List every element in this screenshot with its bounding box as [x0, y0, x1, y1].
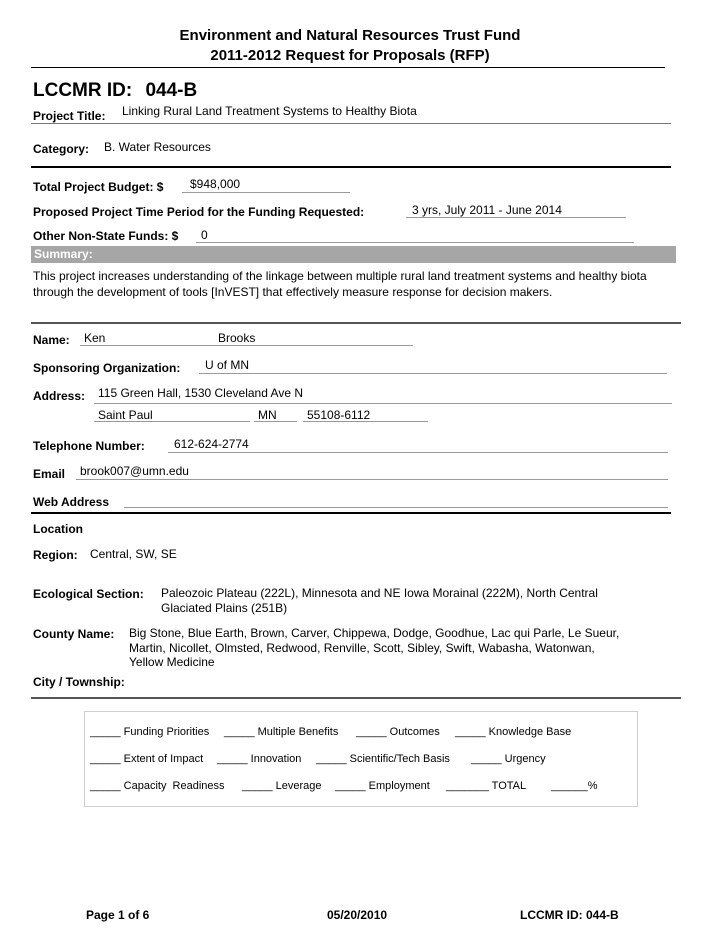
county-line-3: Yellow Medicine: [129, 655, 215, 669]
web-address-underline: [124, 507, 668, 508]
ecological-section-line-1: Paleozoic Plateau (222L), Minnesota and NE Iowa Morainal (222M), North Central: [161, 586, 598, 600]
project-title-label: Project Title:: [33, 109, 106, 123]
city-underline: [94, 421, 250, 422]
county-line-1: Big Stone, Blue Earth, Brown, Carver, Chippewa, Dodge, Goodhue, Lac qui Parle, Le Sueur,: [129, 626, 620, 640]
non-state-funds-label: Other Non-State Funds: $: [33, 229, 179, 243]
sponsoring-org-underline: [199, 373, 667, 374]
non-state-funds-value: 0: [201, 228, 208, 242]
first-name-value: Ken: [84, 331, 106, 345]
location-heading: Location: [33, 522, 83, 536]
lccmr-id-label: LCCMR ID:: [33, 80, 133, 101]
score-outcomes: _____ Outcomes: [356, 726, 440, 738]
lccmr-id-heading: [33, 80, 197, 102]
score-percent: ______%: [551, 780, 598, 792]
web-address-label: Web Address: [33, 495, 110, 509]
divider: [31, 322, 681, 324]
time-period-value: 3 yrs, July 2011 - June 2014: [412, 203, 562, 217]
score-funding-priorities: _____ Funding Priorities: [90, 726, 210, 738]
summary-label: Summary:: [34, 247, 93, 261]
time-period-label: Proposed Project Time Period for the Funding Requested:: [33, 205, 365, 219]
ecological-section-label: Ecological Section:: [33, 587, 144, 601]
total-budget-label: Total Project Budget: $: [33, 180, 164, 194]
score-innovation: _____ Innovation: [217, 753, 302, 765]
sponsoring-org-label: Sponsoring Organization:: [33, 361, 181, 375]
score-capacity-readiness: _____ Capacity Readiness: [90, 780, 225, 792]
email-label: Email: [33, 467, 66, 481]
divider: [31, 123, 671, 124]
divider: [31, 166, 671, 168]
telephone-value: 612-624-2774: [174, 437, 249, 451]
score-scientific-tech-basis: _____ Scientific/Tech Basis: [316, 753, 450, 765]
footer-lccmr-id: LCCMR ID: 044-B: [520, 908, 619, 922]
footer-date: 05/20/2010: [327, 908, 388, 922]
non-state-funds-underline: [196, 242, 634, 243]
street-underline: [94, 403, 672, 404]
score-knowledge-base: _____ Knowledge Base: [455, 726, 572, 738]
state-value: MN: [258, 408, 277, 422]
zip-underline: [303, 421, 428, 422]
address-label: Address:: [33, 389, 86, 403]
street-value: 115 Green Hall, 1530 Cleveland Ave N: [98, 386, 304, 400]
county-name-label: County Name:: [33, 627, 115, 641]
summary-bar: [31, 246, 676, 263]
email-underline: [76, 479, 668, 480]
divider: [31, 697, 681, 699]
lccmr-id-value: 044-B: [145, 80, 198, 101]
telephone-underline: [168, 452, 668, 453]
region-label: Region:: [33, 548, 78, 562]
header-line-2: 2011-2012 Request for Proposals (RFP): [210, 47, 490, 64]
project-title-value: Linking Rural Land Treatment Systems to Healthy Biota: [122, 104, 417, 118]
zip-value: 55108-6112: [307, 408, 371, 422]
category-value: B. Water Resources: [104, 140, 211, 154]
divider: [31, 512, 671, 514]
city-value: Saint Paul: [98, 408, 153, 422]
score-urgency: _____ Urgency: [471, 753, 546, 765]
score-extent-of-impact: _____ Extent of Impact: [90, 753, 204, 765]
name-underline: [80, 345, 413, 346]
sponsoring-org-value: U of MN: [205, 358, 250, 372]
ecological-section-line-2: Glaciated Plains (251B): [161, 601, 288, 615]
score-leverage: _____ Leverage: [242, 780, 322, 792]
time-period-underline: [406, 217, 626, 218]
email-value: brook007@umn.edu: [80, 464, 189, 478]
county-line-2: Martin, Nicollet, Olmsted, Redwood, Renville, Scott, Sibley, Swift, Wabasha, Watonwan,: [129, 641, 595, 655]
footer-page-number: Page 1 of 6: [86, 908, 150, 922]
name-label: Name:: [33, 333, 70, 347]
summary-text: This project increases understanding of the linkage between multiple rural land treatment systems and healthy biota through the development of tools [InVEST] that effectively measure response for decision makers.: [33, 269, 647, 299]
score-total: _______ TOTAL: [446, 780, 527, 792]
score-multiple-benefits: _____ Multiple Benefits: [224, 726, 339, 738]
state-underline: [254, 421, 297, 422]
telephone-label: Telephone Number:: [33, 439, 145, 453]
category-label: Category:: [33, 142, 90, 156]
header-line-1: Environment and Natural Resources Trust Fund: [179, 27, 521, 44]
divider: [31, 67, 665, 68]
total-budget-value: $948,000: [190, 177, 241, 191]
score-employment: _____ Employment: [335, 780, 430, 792]
city-township-label: City / Township:: [33, 675, 125, 689]
total-budget-underline: [182, 192, 350, 193]
last-name-value: Brooks: [218, 331, 256, 345]
region-value: Central, SW, SE: [90, 547, 177, 561]
